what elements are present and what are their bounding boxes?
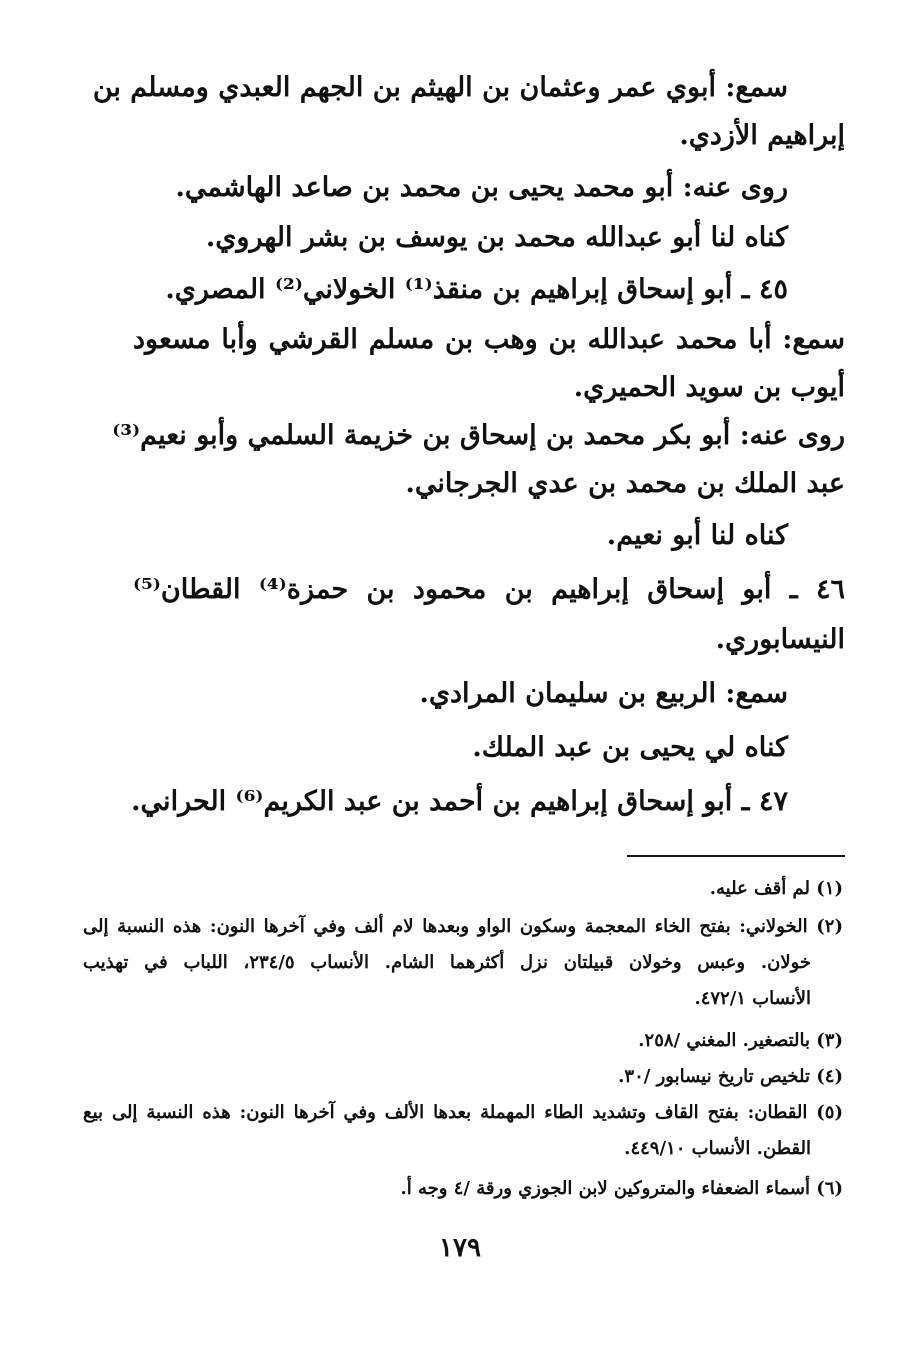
footnote-2-cont-2: الأنساب ٤٧٢/١. xyxy=(694,988,811,1009)
text-line-2: إبراهيم الأزدي. xyxy=(679,120,845,151)
footnote-1: (١) لم أقف عليه. xyxy=(709,878,843,899)
entry-45-heading: ٤٥ ـ أبو إسحاق إبراهيم بن منقذ⁽¹⁾ الخولاني⁽²⁾ المصري. xyxy=(165,274,788,305)
footnote-5-cont: القطن. الأنساب ٤٤٩/١٠. xyxy=(624,1138,811,1159)
text-line-6: سمع: أبا محمد عبدالله بن وهب بن مسلم القرشي وأبا مسعود xyxy=(133,324,845,355)
footnote-5: (٥) القطان: بفتح القاف وتشديد الطاء المهملة بعدها الألف وفي آخرها النون: هذه النسبة إلى بيع xyxy=(83,1102,843,1123)
text-line-13: سمع: الربيع بن سليمان المرادي. xyxy=(419,678,788,709)
footnote-2-cont: خولان. وعبس وخولان قبيلتان نزل أكثرهما الشام. الأنساب ٢٣٤/٥، اللباب في تهذيب xyxy=(83,952,812,973)
text-line-7: أيوب بن سويد الحميري. xyxy=(573,372,845,403)
footnote-2: (٢) الخولاني: بفتح الخاء المعجمة وسكون الواو وبعدها لام ألف وفي آخرها النون: هذه النسبة إلى xyxy=(83,916,843,937)
text-line-1: سمع: أبوي عمر وعثمان بن الهيثم بن الجهم العبدي ومسلم بن xyxy=(92,72,788,103)
text-line-10: كناه لنا أبو نعيم. xyxy=(606,520,788,551)
text-line-14: كناه لي يحيى بن عبد الملك. xyxy=(472,732,788,763)
page-number: ١٧٩ xyxy=(439,1233,481,1263)
text-line-8: روى عنه: أبو بكر محمد بن إسحاق بن خزيمة السلمي وأبو نعيم⁽³⁾ xyxy=(112,420,845,451)
entry-47-heading: ٤٧ ـ أبو إسحاق إبراهيم بن أحمد بن عبد الكريم⁽⁶⁾ الحراني. xyxy=(131,786,788,817)
entry-46-heading: ٤٦ ـ أبو إسحاق إبراهيم بن محمود بن حمزة⁽⁴⁾ القطان⁽⁵⁾ xyxy=(133,574,845,605)
footnote-separator xyxy=(627,855,845,857)
text-line-9: عبد الملك بن محمد بن عدي الجرجاني. xyxy=(405,468,845,499)
footnote-6: (٦) أسماء الضعفاء والمتروكين لابن الجوزي ورقة /٤ وجه أ. xyxy=(400,1178,843,1199)
text-line-3: روى عنه: أبو محمد يحيى بن محمد بن صاعد الهاشمي. xyxy=(175,172,788,203)
footnote-4: (٤) تلخيص تاريخ نيسابور /٣٠. xyxy=(618,1066,843,1087)
text-line-12: النيسابوري. xyxy=(715,624,845,655)
text-line-4: كناه لنا أبو عبدالله محمد بن يوسف بن بشر الهروي. xyxy=(205,222,788,253)
footnote-3: (٣) بالتصغير. المغني /٢٥٨. xyxy=(638,1030,843,1051)
